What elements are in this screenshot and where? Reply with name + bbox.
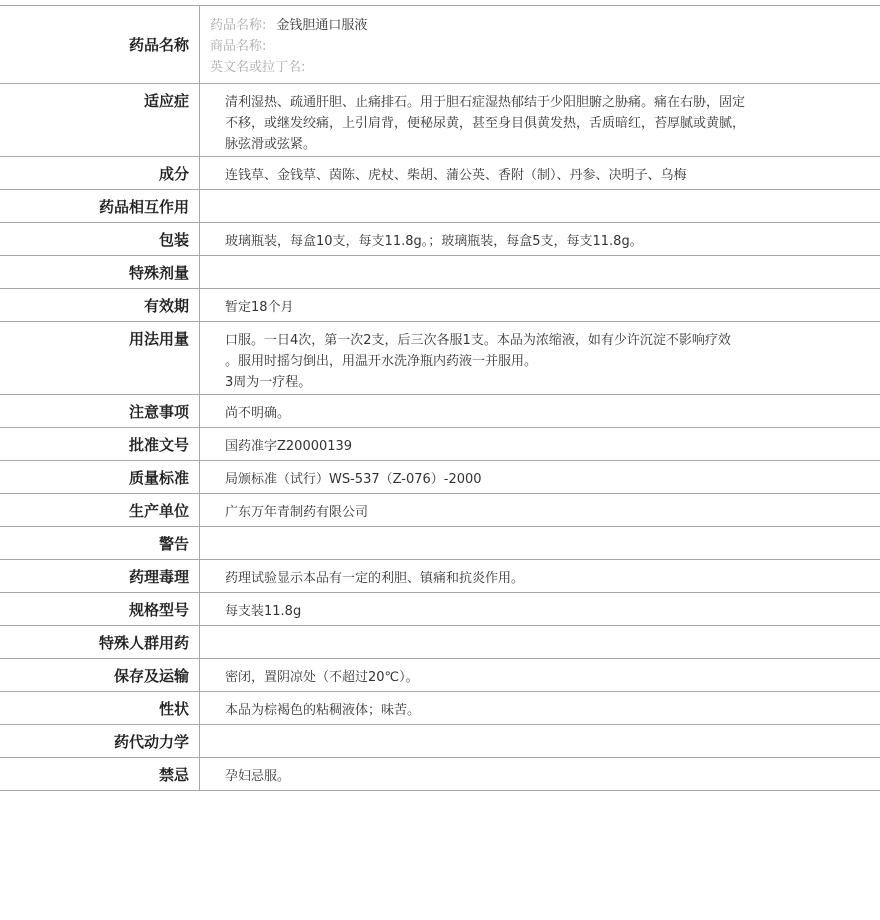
- row-value: [200, 322, 880, 394]
- table-row: [0, 692, 880, 725]
- table-row: [0, 322, 880, 395]
- row-label: 批准文号: [0, 428, 200, 460]
- english-name-line: [210, 57, 880, 78]
- row-value-line: 脉弦滑或弦紧。: [225, 137, 317, 152]
- row-value: [200, 692, 880, 724]
- table-row: [0, 494, 880, 527]
- row-value: [200, 527, 880, 559]
- generic-name-value: 金钱胆通口服液: [276, 18, 368, 33]
- row-value: [200, 157, 880, 189]
- row-value-line: 密闭，置阴凉处（不超过20℃）。: [225, 670, 419, 685]
- row-value: [200, 560, 880, 592]
- row-label: 性状: [0, 692, 200, 724]
- row-value: [200, 395, 880, 427]
- row-value: [200, 593, 880, 625]
- row-value-line: 局颁标准（试行）WS-537（Z-076）-2000: [225, 472, 482, 487]
- row-value-line: 不移，或继发绞痛，上引肩背，便秘尿黄，甚至身目俱黄发热，舌质暗红，苔厚腻或黄腻，: [225, 116, 746, 131]
- table-row: [0, 659, 880, 692]
- drug-name-row: [0, 6, 880, 84]
- row-value-line: 3周为一疗程。: [225, 375, 312, 390]
- row-value-line: 清利湿热、疏通肝胆、止痛排石。用于胆石症湿热郁结于少阳胆腑之胁痛。痛在右胁，固定: [225, 95, 746, 110]
- row-value-line: 连钱草、金钱草、茵陈、虎杖、柴胡、蒲公英、香附（制）、丹参、决明子、乌梅: [225, 168, 687, 183]
- row-value: [200, 725, 880, 757]
- row-value-line: 本品为棕褐色的粘稠液体；味苦。: [225, 703, 421, 718]
- row-label: 用法用量: [0, 322, 200, 394]
- row-label: 包装: [0, 223, 200, 255]
- generic-name-key: 药品名称:: [210, 18, 267, 33]
- row-value: [200, 494, 880, 526]
- table-row: [0, 256, 880, 289]
- row-value: [200, 428, 880, 460]
- row-value-line: 药理试验显示本品有一定的利胆、镇痛和抗炎作用。: [225, 571, 525, 586]
- row-value: [200, 758, 880, 790]
- row-label: 规格型号: [0, 593, 200, 625]
- table-row: [0, 289, 880, 322]
- row-label: 有效期: [0, 289, 200, 321]
- row-label: 保存及运输: [0, 659, 200, 691]
- row-value-line: 国药准字Z20000139: [225, 439, 353, 454]
- table-row: [0, 725, 880, 758]
- table-row: [0, 223, 880, 256]
- row-value-line: 玻璃瓶装，每盒10支，每支11.8g。；玻璃瓶装，每盒5支，每支11.8g。: [225, 234, 643, 249]
- table-row: [0, 157, 880, 190]
- trade-name-line: [210, 36, 880, 57]
- row-label: 药代动力学: [0, 725, 200, 757]
- trade-name-key: 商品名称:: [210, 39, 267, 54]
- table-row: [0, 428, 880, 461]
- row-label: 警告: [0, 527, 200, 559]
- row-value-line: 口服。一日4次，第一次2支，后三次各服1支。本品为浓缩液，如有少许沉淀不影响疗效: [225, 333, 731, 348]
- row-label: 特殊人群用药: [0, 626, 200, 658]
- drug-info-table: [0, 5, 880, 791]
- row-value: [200, 256, 880, 288]
- row-label: 药品相互作用: [0, 190, 200, 222]
- row-label: 药理毒理: [0, 560, 200, 592]
- table-row: [0, 626, 880, 659]
- drug-name-cell: [200, 6, 880, 83]
- row-value: [200, 659, 880, 691]
- row-value: [200, 626, 880, 658]
- row-value-line: 孕妇忌服。: [225, 769, 291, 784]
- row-label: 特殊剂量: [0, 256, 200, 288]
- table-row: [0, 758, 880, 791]
- row-value: [200, 223, 880, 255]
- row-label: 适应症: [0, 84, 200, 156]
- row-value: [200, 289, 880, 321]
- table-row: [0, 84, 880, 157]
- row-label: 成分: [0, 157, 200, 189]
- row-value: [200, 84, 880, 156]
- row-value-line: 。服用时摇匀倒出，用温开水洗净瓶内药液一并服用。: [225, 354, 538, 369]
- row-value-line: 尚不明确。: [225, 406, 291, 421]
- table-row: [0, 461, 880, 494]
- table-row: [0, 527, 880, 560]
- row-value-line: 广东万年青制药有限公司: [225, 505, 369, 520]
- english-name-key: 英文名或拉丁名:: [210, 60, 306, 75]
- table-row: [0, 190, 880, 223]
- table-row: [0, 593, 880, 626]
- row-value: [200, 190, 880, 222]
- table-row: [0, 560, 880, 593]
- row-label: 质量标准: [0, 461, 200, 493]
- row-value: [200, 461, 880, 493]
- generic-name-line: [210, 15, 880, 36]
- row-value-line: 暂定18个月: [225, 300, 294, 315]
- row-label: 注意事项: [0, 395, 200, 427]
- table-row: [0, 395, 880, 428]
- drug-name-label: 药品名称: [0, 6, 200, 83]
- row-label: 生产单位: [0, 494, 200, 526]
- row-value-line: 每支装11.8g: [225, 604, 302, 619]
- row-label: 禁忌: [0, 758, 200, 790]
